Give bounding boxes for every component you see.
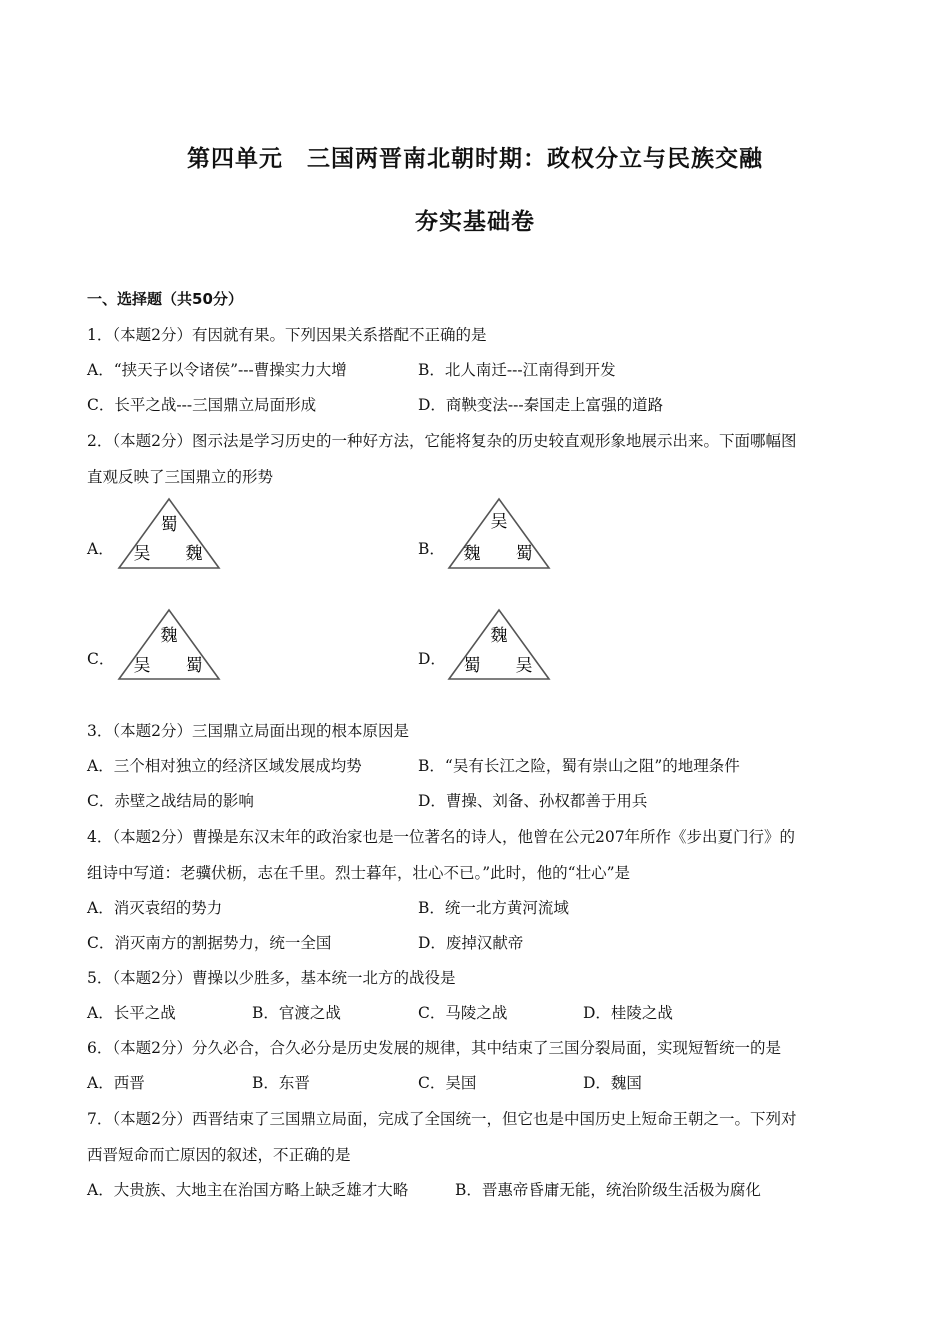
q3-option-b[interactable]: B．“吴有长江之险，蜀有崇山之阻”的地理条件	[418, 757, 740, 775]
q2-option-a-triangle[interactable]	[116, 497, 222, 571]
q2-option-b-triangle[interactable]	[446, 497, 552, 571]
q2-a-right-label: 魏	[185, 544, 203, 564]
question-2-stem-line1: 2．（本题2分）图示法是学习历史的一种好方法，它能将复杂的历史较直观形象地展示出来。下面哪幅图	[87, 432, 797, 450]
question-7-stem-line1: 7．（本题2分）西晋结束了三国鼎立局面，完成了全国统一，但它也是中国历史上短命王朝之一。下列对	[87, 1110, 797, 1128]
question-4-stem-line2: 组诗中写道：老骥伏枥，志在千里。烈士暮年，壮心不已。”此时，他的“壮心”是	[87, 864, 631, 882]
q2-a-left-label: 吴	[133, 544, 151, 564]
q7-option-a[interactable]: A．大贵族、大地主在治国方略上缺乏雄才大略	[87, 1181, 409, 1199]
q2-c-left-label: 吴	[133, 656, 151, 676]
question-3-stem: 3．（本题2分）三国鼎立局面出现的根本原因是	[87, 722, 409, 740]
q6-option-c[interactable]: C．吴国	[418, 1074, 477, 1092]
q5-option-c[interactable]: C．马陵之战	[418, 1004, 508, 1022]
q4-option-a[interactable]: A．消灭袁绍的势力	[87, 899, 223, 917]
q2-b-right-label: 蜀	[515, 544, 533, 564]
document-subtitle: 夯实基础卷	[415, 209, 535, 235]
question-1-stem: 1．（本题2分）有因就有果。下列因果关系搭配不正确的是	[87, 326, 487, 344]
q2-option-c-label[interactable]: C．	[87, 650, 115, 668]
q2-b-top-label: 吴	[490, 512, 508, 532]
question-5-stem: 5．（本题2分）曹操以少胜多，基本统一北方的战役是	[87, 969, 456, 987]
q1-option-b[interactable]: B．北人南迁---江南得到开发	[418, 361, 616, 379]
q2-b-left-label: 魏	[463, 544, 481, 564]
q4-option-b[interactable]: B．统一北方黄河流域	[418, 899, 569, 917]
q1-option-d[interactable]: D．商鞅变法---秦国走上富强的道路	[418, 396, 664, 414]
q5-option-b[interactable]: B．官渡之战	[252, 1004, 341, 1022]
question-6-stem: 6．（本题2分）分久必合，合久必分是历史发展的规律，其中结束了三国分裂局面，实现短暂统一的是	[87, 1039, 781, 1057]
document-title: 第四单元 三国两晋南北朝时期：政权分立与民族交融	[187, 146, 763, 172]
q3-option-d[interactable]: D．曹操、刘备、孙权都善于用兵	[418, 792, 648, 810]
q2-a-top-label: 蜀	[160, 515, 178, 535]
q1-option-a[interactable]: A．“挟天子以令诸侯”---曹操实力大增	[87, 361, 347, 379]
q1-option-c[interactable]: C．长平之战---三国鼎立局面形成	[87, 396, 317, 414]
q2-d-top-label: 魏	[490, 626, 508, 646]
q2-d-right-label: 吴	[515, 656, 533, 676]
section-heading: 一、选择题（共50分）	[87, 290, 243, 308]
question-7-stem-line2: 西晋短命而亡原因的叙述，不正确的是	[87, 1146, 351, 1164]
q7-option-b[interactable]: B．晋惠帝昏庸无能，统治阶级生活极为腐化	[455, 1181, 761, 1199]
q2-c-right-label: 蜀	[185, 656, 203, 676]
q2-c-top-label: 魏	[160, 626, 178, 646]
question-4-stem-line1: 4．（本题2分）曹操是东汉末年的政治家也是一位著名的诗人，他曾在公元207年所作《步出夏门行》的	[87, 828, 796, 846]
q3-option-c[interactable]: C．赤壁之战结局的影响	[87, 792, 254, 810]
q2-d-left-label: 蜀	[463, 656, 481, 676]
q2-option-a-label[interactable]: A．	[87, 540, 114, 558]
q2-option-d-label[interactable]: D．	[418, 650, 446, 668]
q2-option-b-label[interactable]: B．	[418, 540, 445, 558]
q4-option-c[interactable]: C．消灭南方的割据势力，统一全国	[87, 934, 332, 952]
q2-option-c-triangle[interactable]	[116, 608, 222, 682]
q6-option-d[interactable]: D．魏国	[583, 1074, 642, 1092]
q6-option-b[interactable]: B．东晋	[252, 1074, 310, 1092]
q4-option-d[interactable]: D．废掉汉献帝	[418, 934, 524, 952]
q2-option-d-triangle[interactable]	[446, 608, 552, 682]
q5-option-d[interactable]: D．桂陵之战	[583, 1004, 673, 1022]
q6-option-a[interactable]: A．西晋	[87, 1074, 145, 1092]
q5-option-a[interactable]: A．长平之战	[87, 1004, 176, 1022]
q3-option-a[interactable]: A．三个相对独立的经济区域发展成均势	[87, 757, 362, 775]
question-2-stem-line2: 直观反映了三国鼎立的形势	[87, 468, 274, 486]
